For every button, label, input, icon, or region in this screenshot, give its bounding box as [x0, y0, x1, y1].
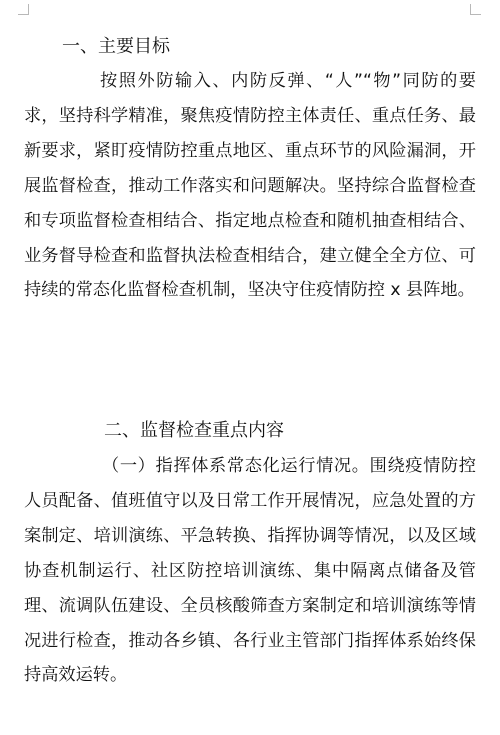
- page-corner-mark-top-right: [470, 4, 481, 15]
- section-1-heading: 一、主要目标: [62, 36, 170, 57]
- page-corner-mark-top-left: [18, 4, 29, 15]
- section-1-paragraph: 按照外防输入、内防反弹、“人”“物”同防的要求，坚持科学精准，聚焦疫情防控主体责任、重点任务、最新要求，紧盯疫情防控重点地区、重点环节的风险漏洞，开展监督检查，推动工作落实和问题解决。坚持综合监督检查和专项监督检查相结合、指定地点检查和随机抽查相结合、业务督导检查和监督执法检查相结合，建立健全全方位、可持续的常态化监督检查机制，坚决守住疫情防控 x 县阵地。: [24, 71, 476, 301]
- section-2-heading: 二、监督检查重点内容: [104, 420, 284, 441]
- section-2-paragraph: （一）指挥体系常态化运行情况。围绕疫情防控人员配备、值班值守以及日常工作开展情况，应急处置的方案制定、培训演练、平急转换、指挥协调等情况，以及区域协查机制运行、社区防控培训演练、集中隔离点储备及管理、流调队伍建设、全员核酸筛查方案制定和培训演练等情况进行检查，推动各乡镇、各行业主管部门指挥体系始终保持高效运转。: [24, 456, 476, 686]
